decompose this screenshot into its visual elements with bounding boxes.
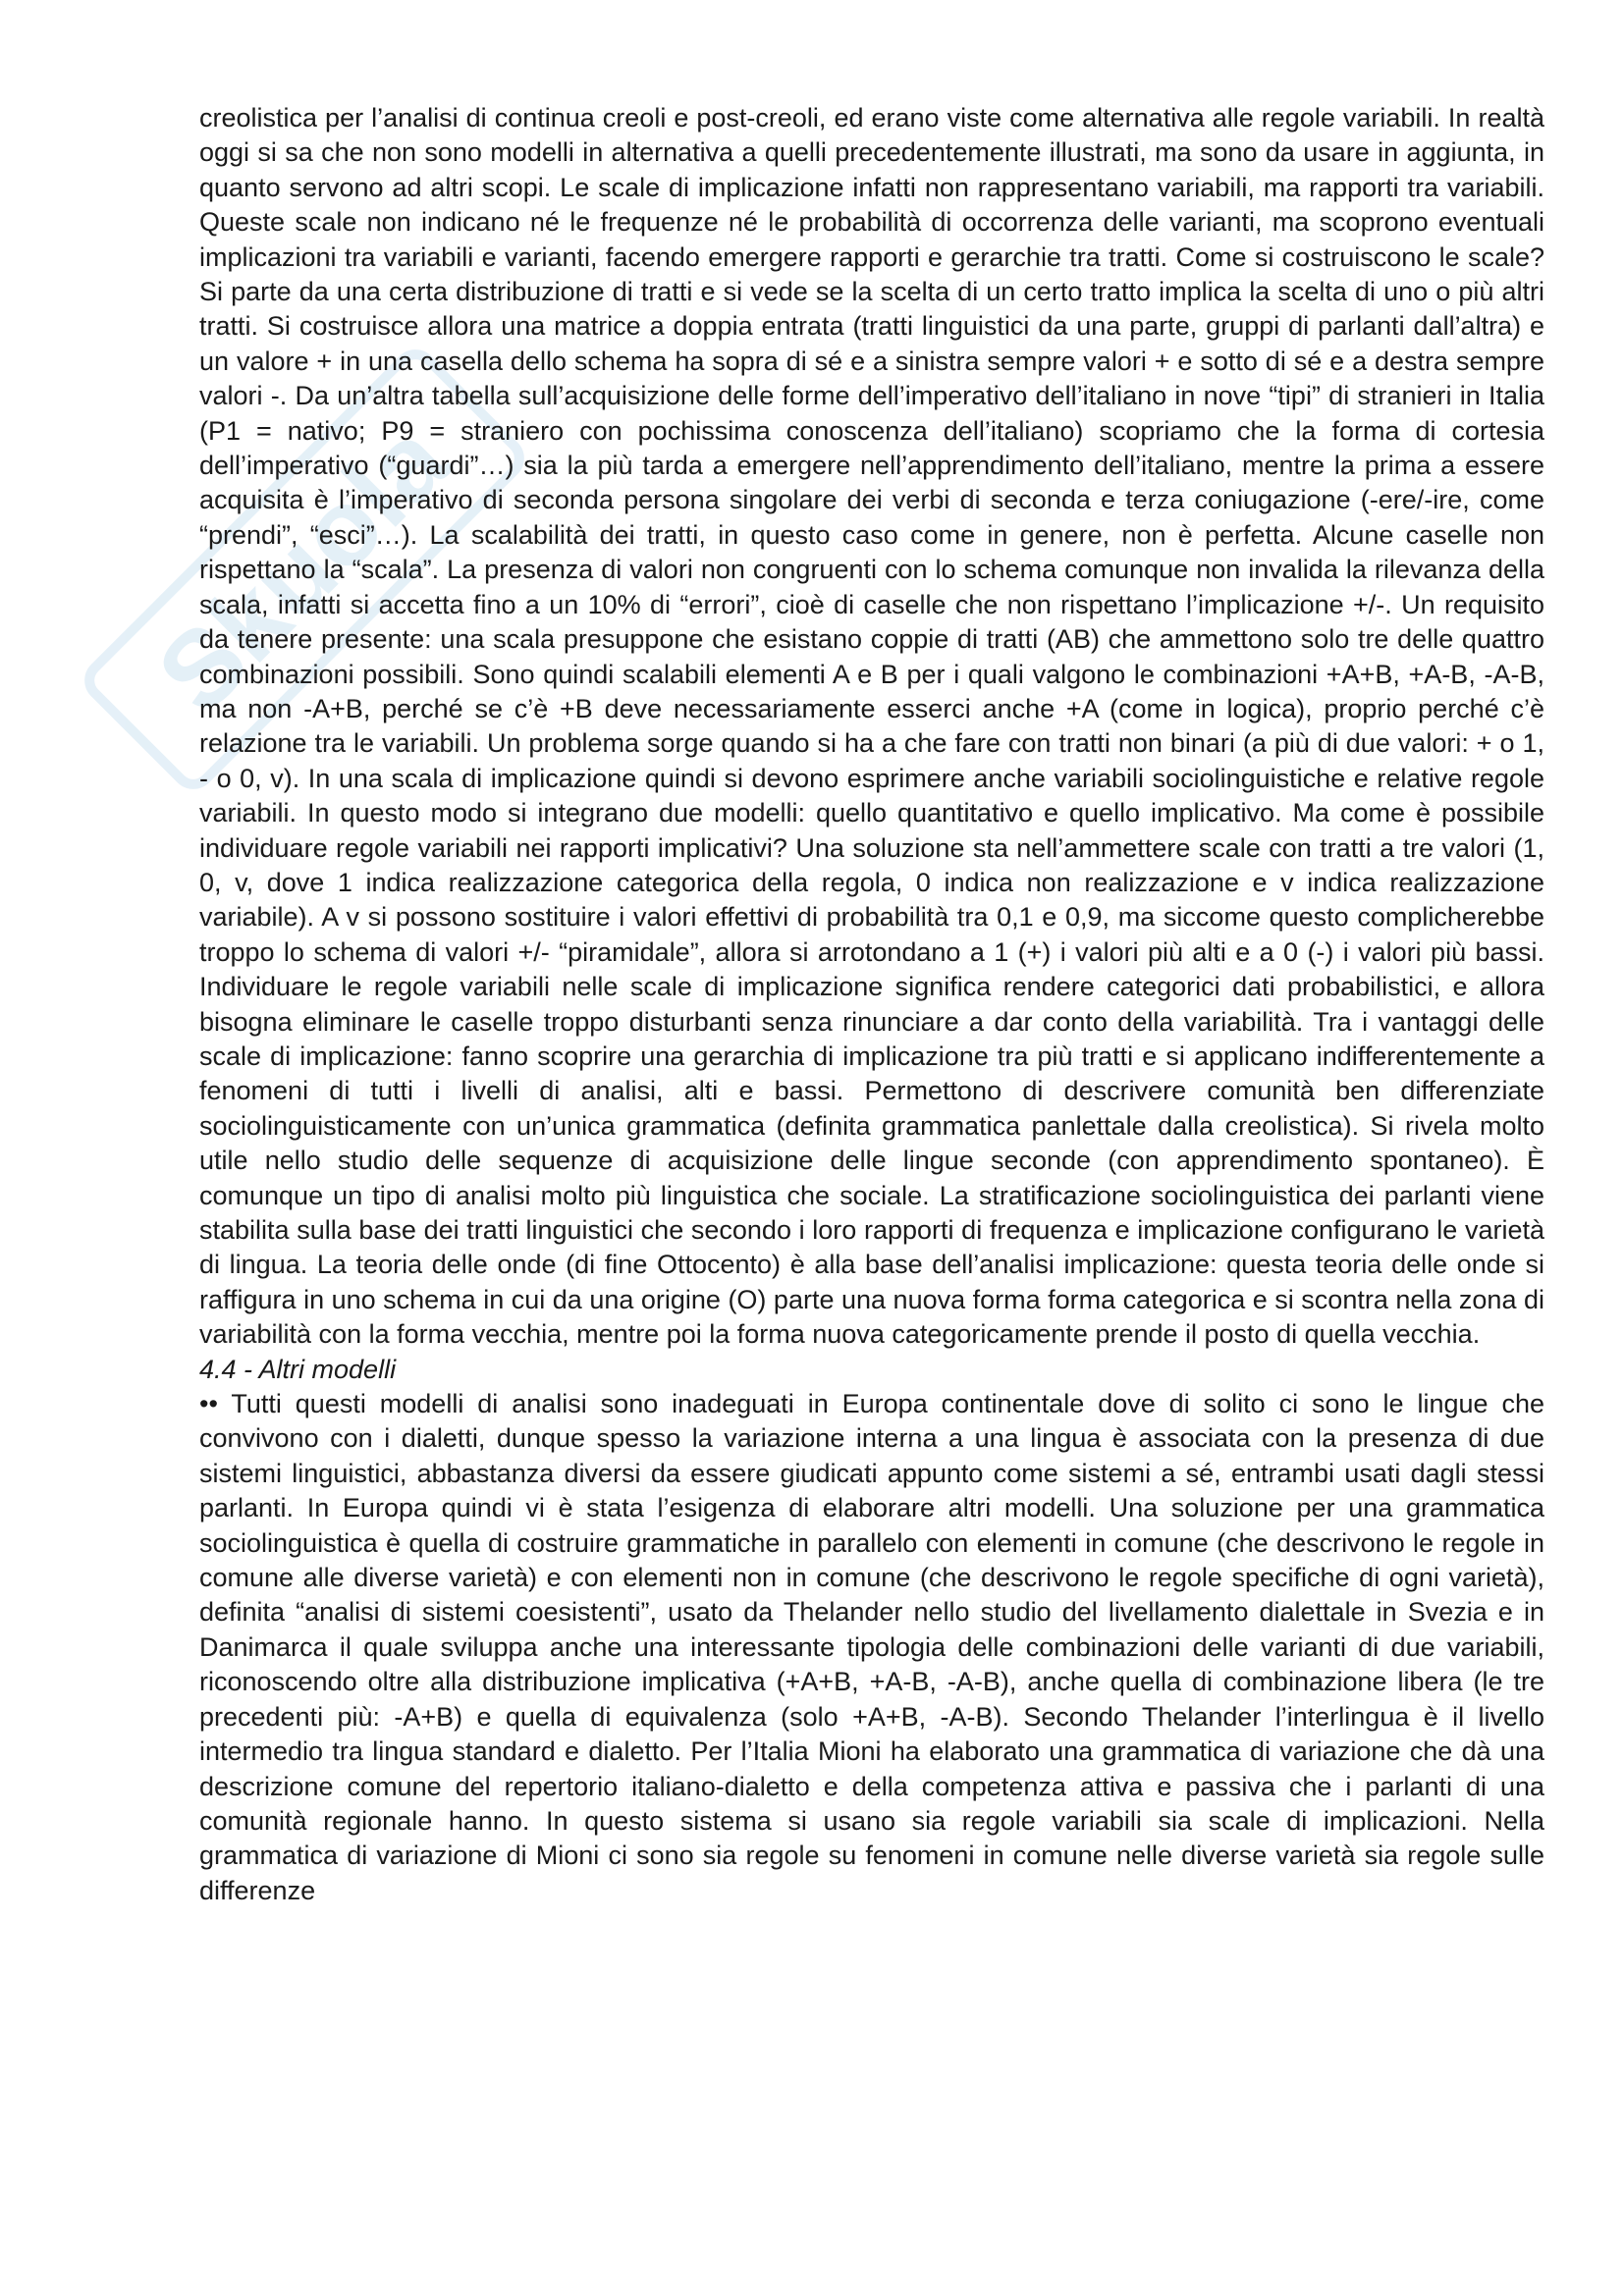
section-heading: 4.4 - Altri modelli [199,1354,397,1384]
document-page [199,101,1544,1908]
watermark-brand-text: Skuola [135,400,471,736]
body-paragraph: creolistica per l’analisi di continua creoli e post-creoli, ed erano viste come alternativa alle regole variabili. In realtà oggi si sa che non sono modelli in alternativa a quelli precedentemente illustrati, ma sono da usare in aggiunta, in quanto servono ad altri scopi. Le scale di implicazione infatti non rappresentano variabili, ma rapporti tra variabili. Queste scale non indicano né le frequenze né le probabilità di occorrenza delle varianti, ma scoprono eventuali implicazioni tra variabili e varianti, facendo emergere rapporti e gerarchie tra tratti. Come si costruiscono le scale? Si parte da una certa distribuzione di tratti e si vede se la scelta di un certo tratto implica la scelta di uno o più altri tratti. Si costruisce allora una matrice a doppia entrata (tratti linguistici da una parte, gruppi di parlanti dall’altra) e un valore + in una casella dello schema ha sopra di sé e a sinistra sempre valori + e sotto di sé e a destra sempre valori -. Da un’altra tabella sull’acquisizione delle forme dell’imperativo dell’italiano in nove “tipi” di stranieri in Italia (P1 = nativo; P9 = straniero con pochissima conoscenza dell’italiano) scopriamo che la forma di cortesia dell’imperativo (“guardi”…) sia la più tarda a emergere nell’apprendimento dell’italiano, mentre la prima a essere acquisita è l’imperativo di seconda persona singolare dei verbi di seconda e terza coniugazione (-ere/-ire, come “prendi”, “esci”…). La scalabilità dei tratti, in questo caso come in genere, non è perfetta. Alcune caselle non rispettano la “scala”. La presenza di valori non congruenti con lo schema comunque non invalida la rilevanza della scala, infatti si accetta fino a un 10% di “errori”, cioè di caselle che non rispettano l’implicazione +/-. Un requisito da tenere presente: una scala presuppone che esistano coppie di tratti (AB) che ammettono solo tre delle quattro combinazioni possibili. Sono quindi scalabili elementi A e B per i quali valgono le combinazioni +A+B, +A-B, -A-B, ma non -A+B, perché se c’è +B deve necessariamente esserci anche +A (come in logica), proprio perché c’è relazione tra le variabili. Un problema sorge quando si ha a che fare con tratti non binari (a più di due valori: + o 1, - o 0, v). In una scala di implicazione quindi si devono esprimere anche variabili sociolinguistiche e relative regole variabili. In questo modo si integrano due modelli: quello quantitativo e quello implicativo. Ma come è possibile individuare regole variabili nei rapporti implicativi? Una soluzione sta nell’ammettere scale con tratti a tre valori (1, 0, v, dove 1 indica realizzazione categorica della regola, 0 indica non realizzazione e v indica realizzazione variabile). A v si possono sostituire i valori effettivi di probabilità tra 0,1 e 0,9, ma siccome questo complicherebbe troppo lo schema di valori +/- “piramidale”, allora si arrotondano a 1 (+) i valori più alti e a 0 (-) i valori più bassi. Individuare le regole variabili nelle scale di implicazione significa rendere categorici dati probabilistici, e allora bisogna eliminare le caselle troppo disturbanti senza rinunciare a dar conto della variabilità. Tra i vantaggi delle scale di implicazione: fanno scoprire una gerarchia di implicazione tra più tratti e si applicano indifferentemente a fenomeni di tutti i livelli di analisi, alti e bassi. Permettono di descrivere comunità ben differenziate sociolinguisticamente con un’unica grammatica (definita grammatica panlettale dalla creolistica). Si rivela molto utile nello studio delle sequenze di acquisizione delle lingue seconde (con apprendimento spontaneo). È comunque un tipo di analisi molto più linguistica che sociale. La stratificazione sociolinguistica dei parlanti viene stabilita sulla base dei tratti linguistici che secondo i loro rapporti di frequenza e implicazione configurano le varietà di lingua. La teoria delle onde (di fine Ottocento) è alla base dell’analisi implicazione: questa teoria delle onde si raffigura in uno schema in cui da una origine (O) parte una nuova forma forma categorica e si scontra nella zona di variabilità con la forma vecchia, mentre poi la forma nuova categoricamente prende il posto di quella vecchia. [199,103,1544,1350]
body-paragraph: •• Tutti questi modelli di analisi sono inadeguati in Europa continentale dove di solito ci sono le lingue che convivono con i dialetti, dunque spesso la variazione interna a una lingua è associata con la presenza di due sistemi linguistici, abbastanza diversi da essere giudicati appunto come sistemi a sé, entrambi usati dagli stessi parlanti. In Europa quindi vi è stata l’esigenza di elaborare altri modelli. Una soluzione per una grammatica sociolinguistica è quella di costruire grammatiche in parallelo con elementi in comune (che descrivono le regole in comune alle diverse varietà) e con elementi non in comune (che descrivono le regole specifiche di ogni varietà), definita “analisi di sistemi coesistenti”, usato da Thelander nello studio del livellamento dialettale in Svezia e in Danimarca il quale sviluppa anche una interessante tipologia delle combinazioni delle varianti di due variabili, riconoscendo oltre alla distribuzione implicativa (+A+B, +A-B, -A-B), anche quella di combinazione libera (le tre precedenti più: -A+B) e quella di equivalenza (solo +A+B, -A-B). Secondo Thelander l’interlingua è il livello intermedio tra lingua standard e dialetto. Per l’Italia Mioni ha elaborato una grammatica di variazione che dà una descrizione comune del repertorio italiano-dialetto e della competenza attiva e passiva che i parlanti di una comunità regionale hanno. In questo sistema si usano sia regole variabili sia scale di implicazioni. Nella grammatica di variazione di Mioni ci sono sia regole su fenomeni in comune nelle diverse varietà sia regole sulle differenze [199,1389,1544,1905]
